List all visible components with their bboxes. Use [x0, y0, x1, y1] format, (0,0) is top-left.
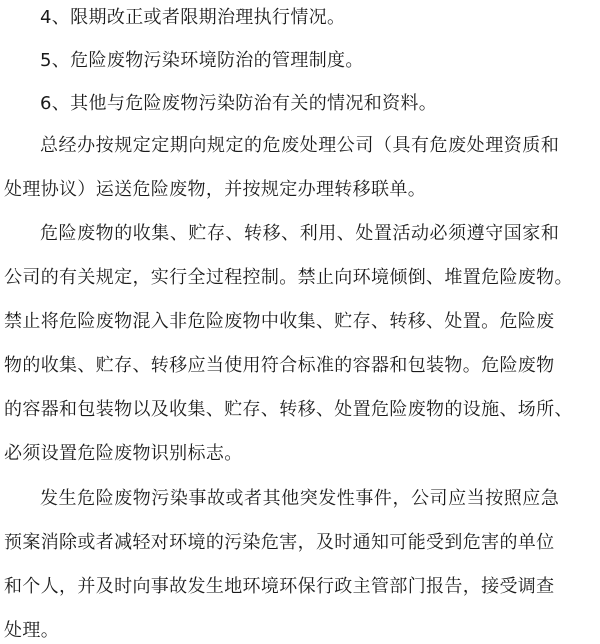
paragraph-3-line-3: 和个人，并及时向事故发生地环境环保行政主管部门报告，接受调查 [4, 576, 555, 597]
paragraph-2-line-4: 物的收集、贮存、转移应当使用符合标准的容器和包装物。危险废物 [4, 355, 555, 376]
paragraph-3-line-2: 预案消除或者减轻对环境的污染危害，及时通知可能受到危害的单位 [4, 532, 555, 553]
paragraph-2-line-2: 公司的有关规定，实行全过程控制。禁止向环境倾倒、堆置危险废物。 [4, 267, 573, 288]
list-item-4: 4、限期改正或者限期治理执行情况。 [40, 7, 346, 28]
list-item-5: 5、危险废物污染环境防治的管理制度。 [40, 50, 364, 71]
paragraph-2-line-1: 危险废物的收集、贮存、转移、利用、处置活动必须遵守国家和 [40, 223, 560, 244]
paragraph-1-line-2: 处理协议）运送危险废物，并按规定办理转移联单。 [4, 179, 427, 200]
paragraph-2-line-5: 的容器和包装物以及收集、贮存、转移、处置危险废物的设施、场所、 [4, 399, 573, 420]
paragraph-2-line-6: 必须设置危险废物识别标志。 [4, 443, 243, 464]
paragraph-2-line-3: 禁止将危险废物混入非危险废物中收集、贮存、转移、处置。危险废 [4, 311, 555, 332]
paragraph-1-line-1: 总经办按规定定期向规定的危废处理公司（具有危废处理资质和 [40, 135, 560, 156]
list-item-6: 6、其他与危险废物污染防治有关的情况和资料。 [40, 93, 438, 114]
paragraph-3-line-4: 处理。 [4, 620, 60, 641]
paragraph-3-line-1: 发生危险废物污染事故或者其他突发性事件，公司应当按照应急 [40, 488, 560, 509]
